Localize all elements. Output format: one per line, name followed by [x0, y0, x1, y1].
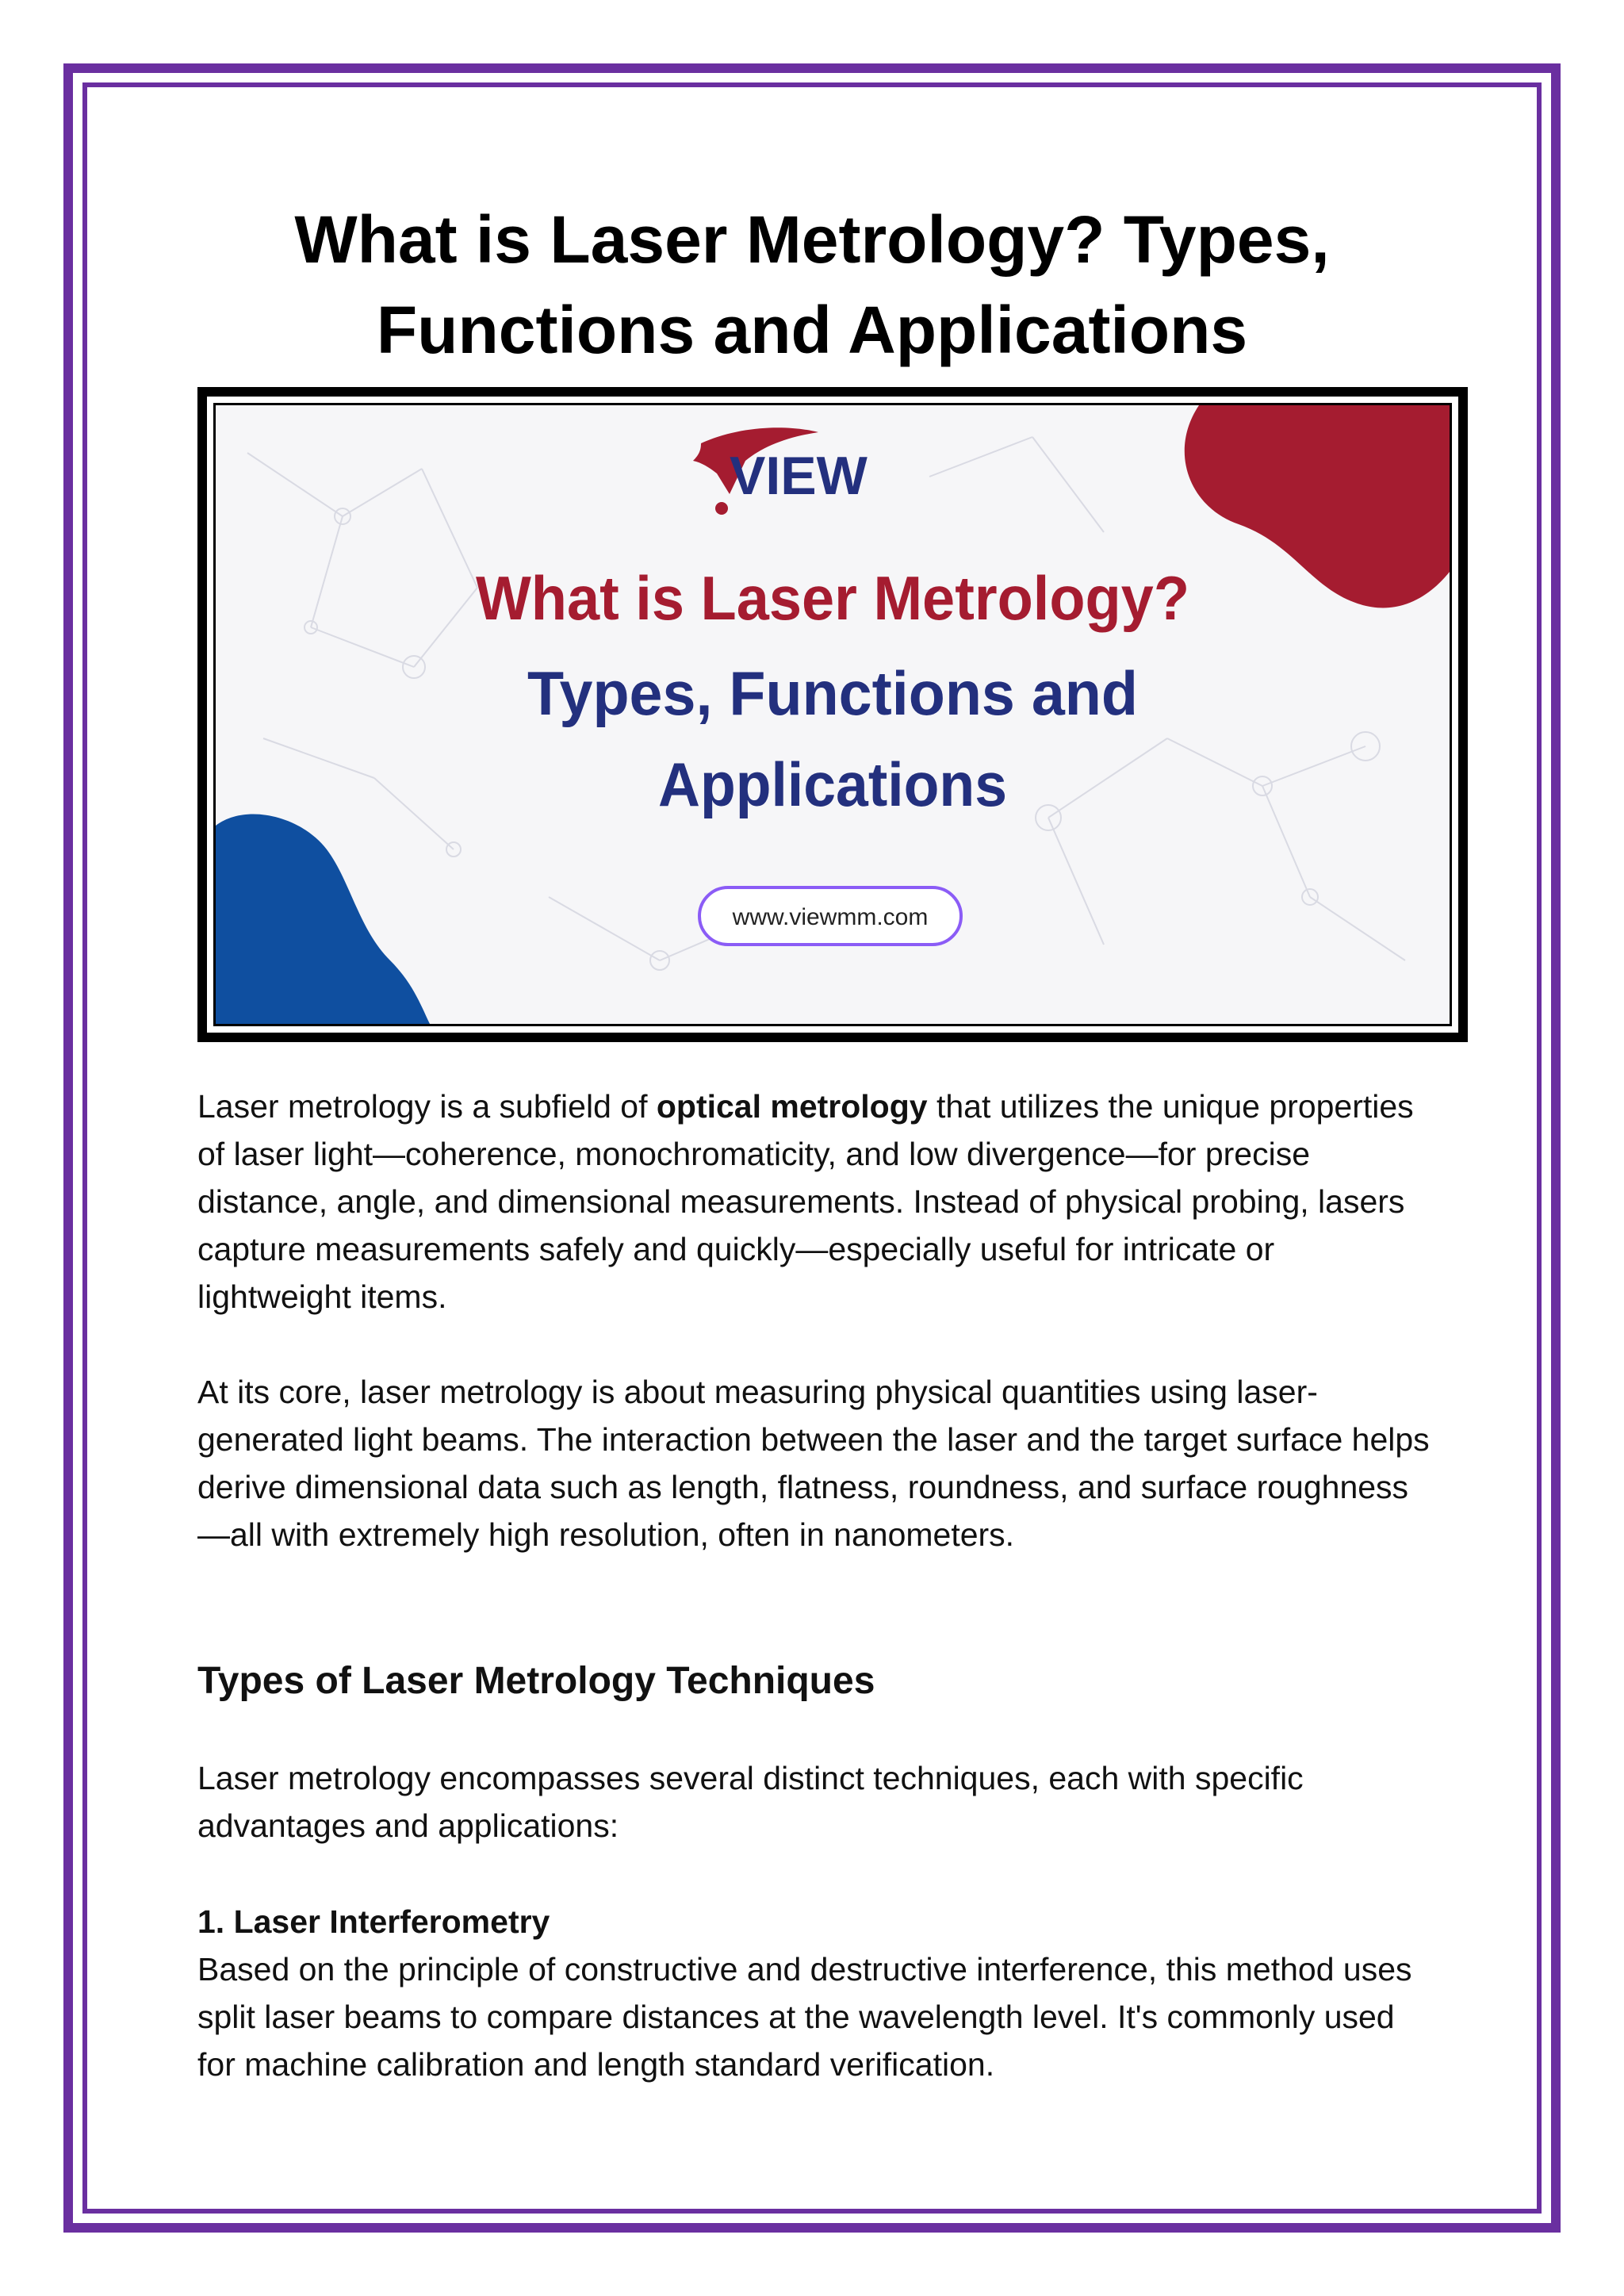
intro-paragraph-2: At its core, laser metrology is about measuring physical quantities using laser-generated light beams. The interaction between the laser and the target surface helps derive dimensional data such as length, flatness, roundness, and surface roughness—all with extremely high resolution, often in nanometers. [197, 1374, 1430, 1553]
intro-paragraph-1 [197, 1083, 1434, 1320]
title-line-1: What is Laser Metrology? Types, [294, 202, 1330, 277]
red-corner-shape [1185, 405, 1450, 608]
view-logo [693, 427, 868, 515]
types-section-heading: Types of Laser Metrology Techniques [197, 1660, 875, 1702]
logo-text: VIEW [730, 446, 868, 506]
banner-heading-line-3: Applications [658, 749, 1007, 819]
optical-metrology-emphasis: optical metrology [656, 1088, 928, 1125]
banner-url: www.viewmm.com [732, 904, 929, 930]
banner-graphic [216, 405, 1450, 1024]
banner-heading-line-2: Types, Functions and [527, 658, 1138, 728]
technique-1-title: 1. Laser Interferometry [197, 1903, 550, 1940]
intro-p1-text-end: that utilizes the unique properties of laser light—coherence, monochromaticity, and low divergence—for precise distance, angle, and dimensional measurements. Instead of physical probing, lasers capture measurements safely and quickly—especially useful for intricate or lightweight items. [197, 1088, 1414, 1315]
technique-1-description: Based on the principle of constructive and destructive interference, this method uses split laser beams to compare distances at the wavelength level. It's commonly used for machine calibration and length standard verification. [197, 1951, 1412, 2083]
banner-heading-line-1: What is Laser Metrology? [476, 563, 1189, 633]
blue-corner-shape [216, 815, 430, 1024]
hero-banner-image [197, 387, 1468, 1042]
types-intro-paragraph: Laser metrology encompasses several distinct techniques, each with specific advantages and applications: [197, 1760, 1304, 1844]
logo-dot-icon [715, 502, 728, 515]
title-line-2: Functions and Applications [376, 293, 1248, 367]
document-title [159, 194, 1465, 375]
intro-p1-text-start: Laser metrology is a subfield of [197, 1088, 657, 1125]
banner-artwork [213, 403, 1452, 1026]
